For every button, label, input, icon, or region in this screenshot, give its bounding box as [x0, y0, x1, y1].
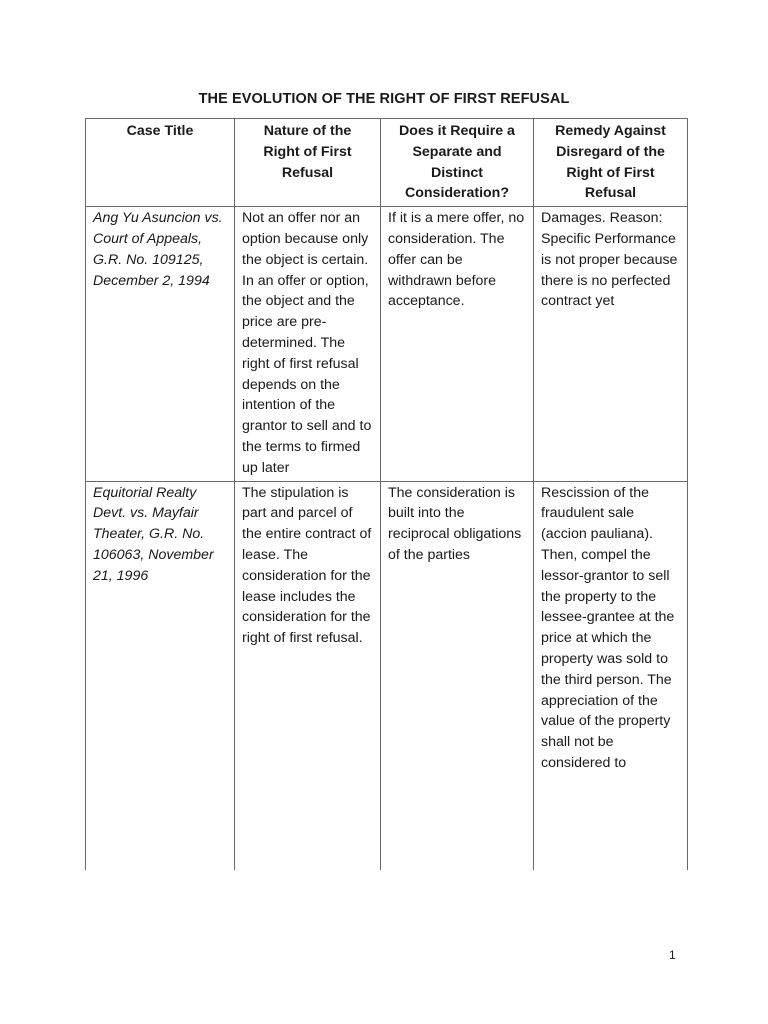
- consideration-cell: If it is a mere offer, no consideration. The offer can be withdrawn before acceptance.: [381, 207, 534, 481]
- header-consideration: Does it Require a Separate and Distinct Consideration?: [381, 119, 534, 207]
- remedy-cell: Rescission of the fraudulent sale (accion pauliana). Then, compel the lessor-grantor to sell the property to the lessee-grantee at the price at which the property was sold to the third person. The appreciation of the value of the property shall not be considered to: [534, 481, 688, 870]
- header-nature: Nature of the Right of First Refusal: [235, 119, 381, 207]
- consideration-cell: The consideration is built into the reciprocal obligations of the parties: [381, 481, 534, 870]
- case-title-cell: Equitorial Realty Devt. vs. Mayfair Theater, G.R. No. 106063, November 21, 1996: [86, 481, 235, 870]
- page-number: 1: [669, 948, 676, 962]
- cases-table: [85, 118, 688, 870]
- case-title-cell: Ang Yu Asuncion vs. Court of Appeals, G.R. No. 109125, December 2, 1994: [86, 207, 235, 481]
- header-case-title: Case Title: [86, 119, 235, 207]
- nature-cell: The stipulation is part and parcel of the entire contract of lease. The consideration for the lease includes the consideration for the right of first refusal.: [235, 481, 381, 870]
- remedy-cell: Damages. Reason: Specific Performance is not proper because there is no perfected contract yet: [534, 207, 688, 481]
- page-title: THE EVOLUTION OF THE RIGHT OF FIRST REFUSAL: [198, 91, 570, 107]
- nature-cell: Not an offer nor an option because only the object is certain. In an offer or option, the object and the price are pre-determined. The right of first refusal depends on the intention of the grantor to sell and to the terms to firmed up later: [235, 207, 381, 481]
- table-row: [86, 481, 688, 870]
- header-remedy: Remedy Against Disregard of the Right of First Refusal: [534, 119, 688, 207]
- table-header-row: [86, 119, 688, 207]
- table-row: [86, 207, 688, 481]
